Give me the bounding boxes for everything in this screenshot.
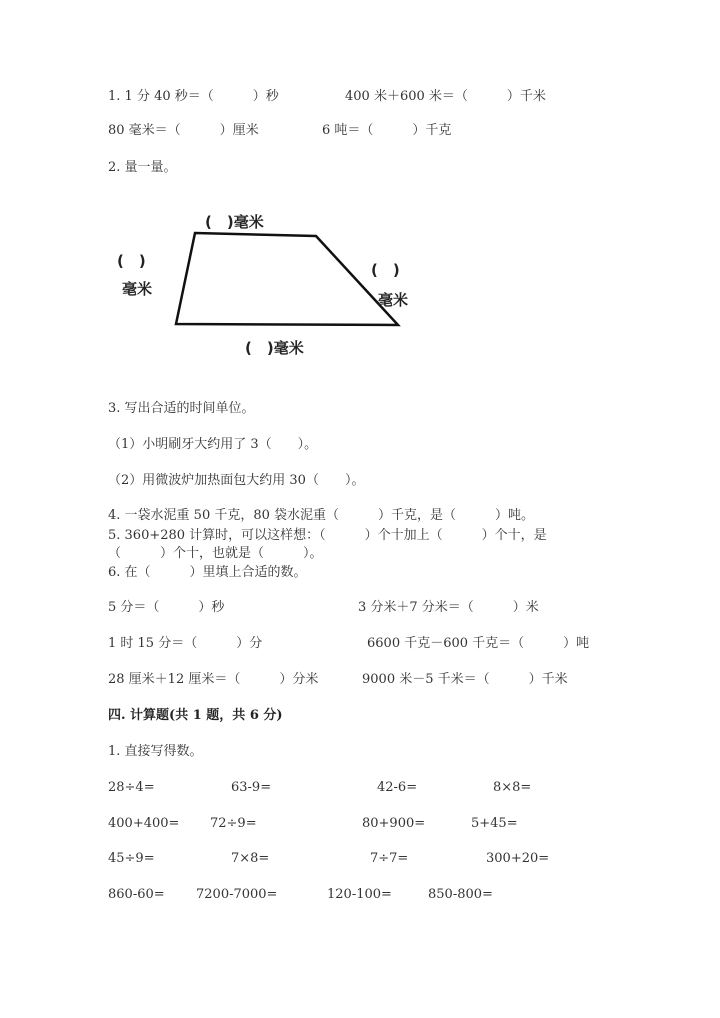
calc-item: 400+400= xyxy=(108,816,180,831)
q1-item-b: 400 米＋600 米＝（ ）千米 xyxy=(345,89,546,104)
q3-item-2: （2）用微波炉加热面包大约用 30（ ）。 xyxy=(108,473,365,488)
q1-item-c: 80 毫米＝（ ）厘米 xyxy=(108,123,259,138)
q2-title: 2. 量一量。 xyxy=(108,160,177,175)
calc-item: 860-60= xyxy=(108,887,165,902)
q1-item-a: 1. 1 分 40 秒＝（ ）秒 xyxy=(108,89,279,104)
q3-title: 3. 写出合适的时间单位。 xyxy=(108,401,255,416)
calc-item: 28÷4= xyxy=(108,780,155,795)
calc-item: 80+900= xyxy=(362,816,426,831)
q5-line2: （ ）个十，也就是（ ）。 xyxy=(108,546,323,561)
q5-line1: 5. 360+280 计算时，可以这样想：（ ）个十加上（ ）个十，是 xyxy=(108,528,547,543)
trapezoid-shape xyxy=(176,233,398,325)
calc-item: 8×8= xyxy=(493,780,532,795)
calc-item: 7200-7000= xyxy=(196,887,278,902)
section4-title: 四. 计算题(共 1 题，共 6 分) xyxy=(108,708,283,723)
top-side-label: ( )毫米 xyxy=(205,213,264,231)
right-side-paren: ( ) xyxy=(371,261,400,279)
q6-row2-right: 6600 千克－600 千克＝（ ）吨 xyxy=(367,636,590,651)
q4: 4. 一袋水泥重 50 千克，80 袋水泥重（ ）千克，是（ ）吨。 xyxy=(108,508,535,523)
calc-item: 42-6= xyxy=(377,780,418,795)
calc-item: 300+20= xyxy=(486,851,550,866)
q6-row3-left: 28 厘米＋12 厘米＝（ ）分米 xyxy=(108,672,319,687)
section4-q1-title: 1. 直接写得数。 xyxy=(108,744,203,759)
calc-item: 72÷9= xyxy=(210,816,257,831)
calc-item: 850-800= xyxy=(428,887,493,902)
q3-item-1: （1）小明刷牙大约用了 3（ ）。 xyxy=(108,437,318,452)
bottom-side-label: ( )毫米 xyxy=(245,339,304,357)
calc-item: 7÷7= xyxy=(370,851,409,866)
left-side-unit: 毫米 xyxy=(122,280,153,298)
left-side-paren: ( ) xyxy=(117,252,146,270)
calc-item: 120-100= xyxy=(327,887,392,902)
calc-item: 63-9= xyxy=(231,780,272,795)
calc-item: 45÷9= xyxy=(108,851,155,866)
q6-row1-left: 5 分＝（ ）秒 xyxy=(108,600,225,615)
calc-item: 5+45= xyxy=(471,816,518,831)
q6-row1-right: 3 分米＋7 分米＝（ ）米 xyxy=(358,600,539,615)
q6-row2-left: 1 时 15 分＝（ ）分 xyxy=(108,636,263,651)
q1-item-d: 6 吨＝（ ）千克 xyxy=(322,123,452,138)
calc-item: 7×8= xyxy=(231,851,270,866)
q6-title: 6. 在（ ）里填上合适的数。 xyxy=(108,565,307,580)
right-side-unit: 毫米 xyxy=(378,291,409,309)
q6-row3-right: 9000 米－5 千米＝（ ）千米 xyxy=(362,672,568,687)
